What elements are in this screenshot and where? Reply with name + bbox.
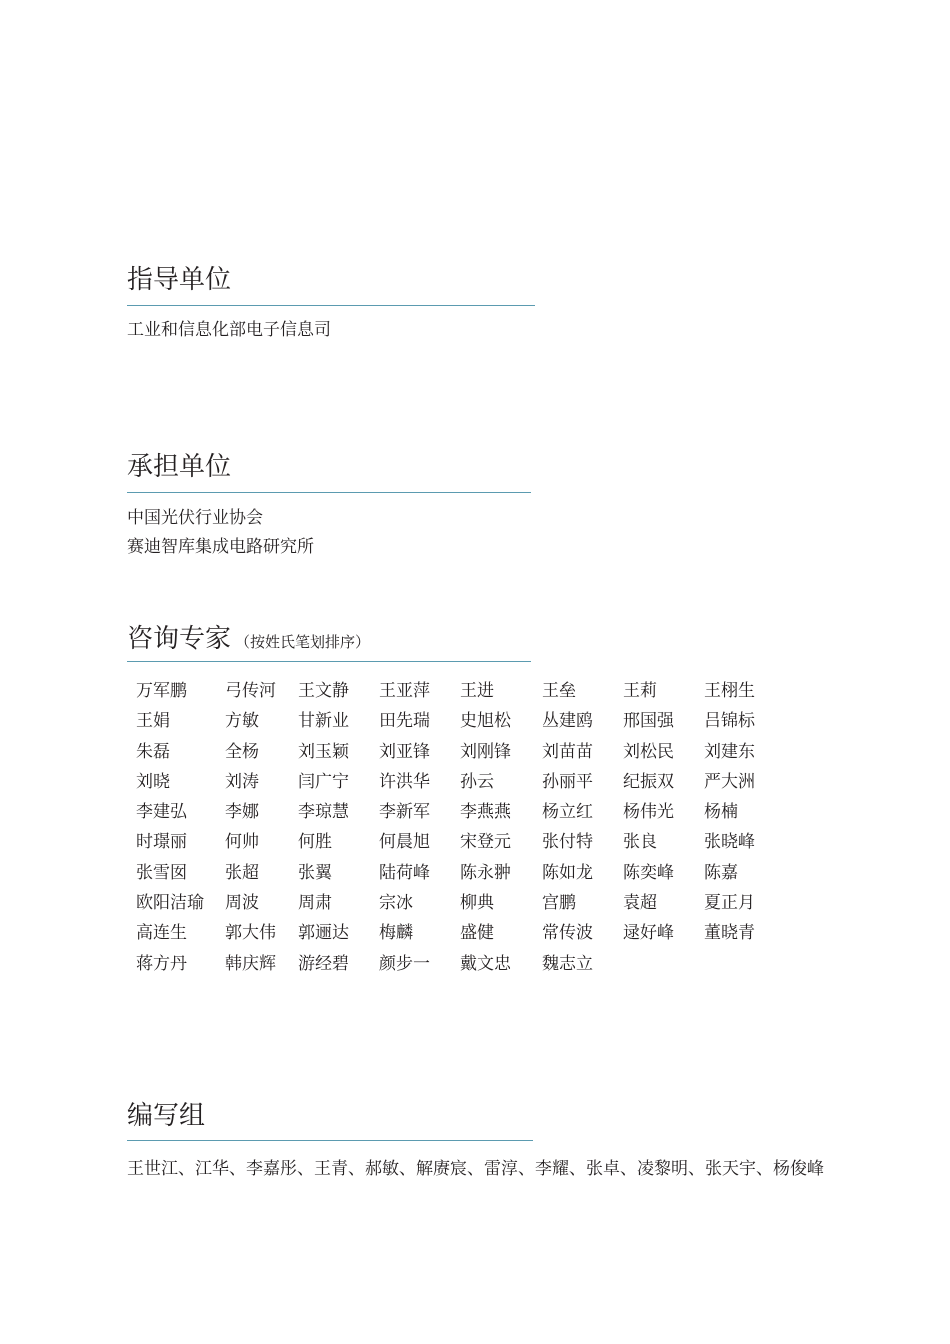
expert-name: 梅麟	[379, 923, 413, 944]
expert-name: 吕锦标	[704, 711, 755, 732]
expert-name: 许洪华	[379, 771, 430, 792]
expert-name: 张晓峰	[704, 832, 755, 853]
expert-name: 游经碧	[298, 953, 349, 974]
expert-name: 夏正月	[704, 893, 755, 914]
expert-name: 王亚萍	[379, 681, 430, 701]
expert-name: 张超	[225, 862, 259, 883]
expert-name: 周肃	[298, 893, 332, 914]
expert-name: 李娜	[225, 802, 259, 823]
guidance-heading	[127, 264, 231, 296]
guidance-line: 工业和信息化部电子信息司	[127, 320, 331, 340]
undertaking-line-1: 中国光伏行业协会	[127, 508, 263, 528]
expert-name: 逯好峰	[623, 923, 674, 944]
expert-name: 何晨旭	[379, 832, 430, 853]
expert-name: 丛建鸥	[542, 711, 593, 732]
expert-name: 陈永翀	[460, 862, 511, 883]
expert-name: 常传波	[542, 923, 593, 944]
undertaking-heading	[127, 451, 231, 483]
experts-subtitle: （按姓氏笔划排序）	[235, 633, 371, 651]
expert-name: 甘新业	[298, 711, 349, 732]
expert-name: 颜步一	[379, 953, 430, 974]
expert-name: 李新军	[379, 802, 430, 823]
expert-name: 柳典	[460, 893, 494, 914]
expert-name: 何帅	[225, 832, 259, 853]
expert-name: 弓传河	[225, 681, 276, 701]
expert-name: 陈奕峰	[623, 862, 674, 883]
expert-name: 史旭松	[460, 711, 511, 732]
expert-name: 万军鹏	[136, 681, 187, 701]
expert-name: 纪振双	[623, 771, 674, 792]
expert-name: 张良	[623, 832, 657, 853]
expert-name: 郭大伟	[225, 923, 276, 944]
expert-name: 方敏	[225, 711, 259, 732]
guidance-title: 指导单位	[127, 265, 232, 295]
expert-name: 宋登元	[460, 832, 511, 853]
expert-name: 刘苗苗	[542, 741, 593, 762]
expert-name: 王文静	[298, 681, 349, 701]
expert-name: 杨立红	[542, 802, 593, 823]
experts-name-grid	[136, 678, 785, 981]
expert-name: 刘涛	[225, 771, 259, 792]
expert-name: 宫鹏	[542, 893, 576, 914]
expert-name: 邢国强	[623, 711, 674, 732]
expert-name: 魏志立	[542, 953, 593, 974]
expert-name: 王进	[460, 681, 494, 701]
expert-name: 宗冰	[379, 893, 413, 914]
expert-name: 张付特	[542, 832, 593, 853]
expert-name: 田先瑞	[379, 711, 430, 732]
expert-name: 欧阳洁瑜	[136, 893, 204, 914]
undertaking-divider	[127, 492, 531, 493]
expert-name: 刘亚锋	[379, 741, 430, 762]
expert-name: 张翼	[298, 862, 332, 883]
expert-name: 王莉	[623, 681, 657, 701]
expert-name: 杨伟光	[623, 802, 674, 823]
expert-name: 朱磊	[136, 741, 170, 762]
undertaking-title: 承担单位	[127, 452, 232, 482]
expert-name: 韩庆辉	[225, 953, 276, 974]
expert-name: 高连生	[136, 923, 187, 944]
expert-name: 蒋方丹	[136, 953, 187, 974]
expert-name: 李琼慧	[298, 802, 349, 823]
expert-name: 陈如龙	[542, 862, 593, 883]
expert-name: 陆荷峰	[379, 862, 430, 883]
writing-title: 编写组	[127, 1101, 206, 1131]
expert-name: 陈嘉	[704, 862, 738, 883]
writing-heading	[127, 1100, 205, 1132]
expert-name: 周波	[225, 893, 259, 914]
expert-name: 全杨	[225, 741, 259, 762]
expert-name: 闫广宁	[298, 771, 349, 792]
guidance-divider	[127, 305, 535, 306]
expert-name: 刘松民	[623, 741, 674, 762]
expert-name: 董晓青	[704, 923, 755, 944]
expert-name: 张雪囡	[136, 862, 187, 883]
expert-name: 杨楠	[704, 802, 738, 823]
experts-title: 咨询专家	[127, 624, 232, 654]
undertaking-line-2: 赛迪智库集成电路研究所	[127, 537, 314, 557]
expert-name: 李燕燕	[460, 802, 511, 823]
expert-name: 王娟	[136, 711, 170, 732]
expert-name: 袁超	[623, 893, 657, 914]
expert-name: 李建弘	[136, 802, 187, 823]
expert-name: 郭逦达	[298, 923, 349, 944]
expert-name: 时璟丽	[136, 832, 187, 853]
expert-name: 刘刚锋	[460, 741, 511, 762]
expert-name: 刘建东	[704, 741, 755, 762]
writing-members: 王世江、江华、李嘉彤、王青、郝敏、解赓宸、雷淳、李耀、张卓、凌黎明、张天宇、杨俊峰	[127, 1159, 824, 1179]
experts-divider	[127, 661, 531, 662]
expert-name: 孙丽平	[542, 771, 593, 792]
expert-name: 盛健	[460, 923, 494, 944]
expert-name: 刘晓	[136, 771, 170, 792]
expert-name: 王栩生	[704, 681, 755, 701]
writing-divider	[127, 1140, 533, 1141]
expert-name: 何胜	[298, 832, 332, 853]
expert-name: 刘玉颖	[298, 741, 349, 762]
expert-name: 孙云	[460, 771, 494, 792]
expert-name: 戴文忠	[460, 953, 511, 974]
expert-name: 王垒	[542, 681, 576, 701]
expert-name: 严大洲	[704, 771, 755, 792]
experts-heading	[127, 623, 370, 658]
